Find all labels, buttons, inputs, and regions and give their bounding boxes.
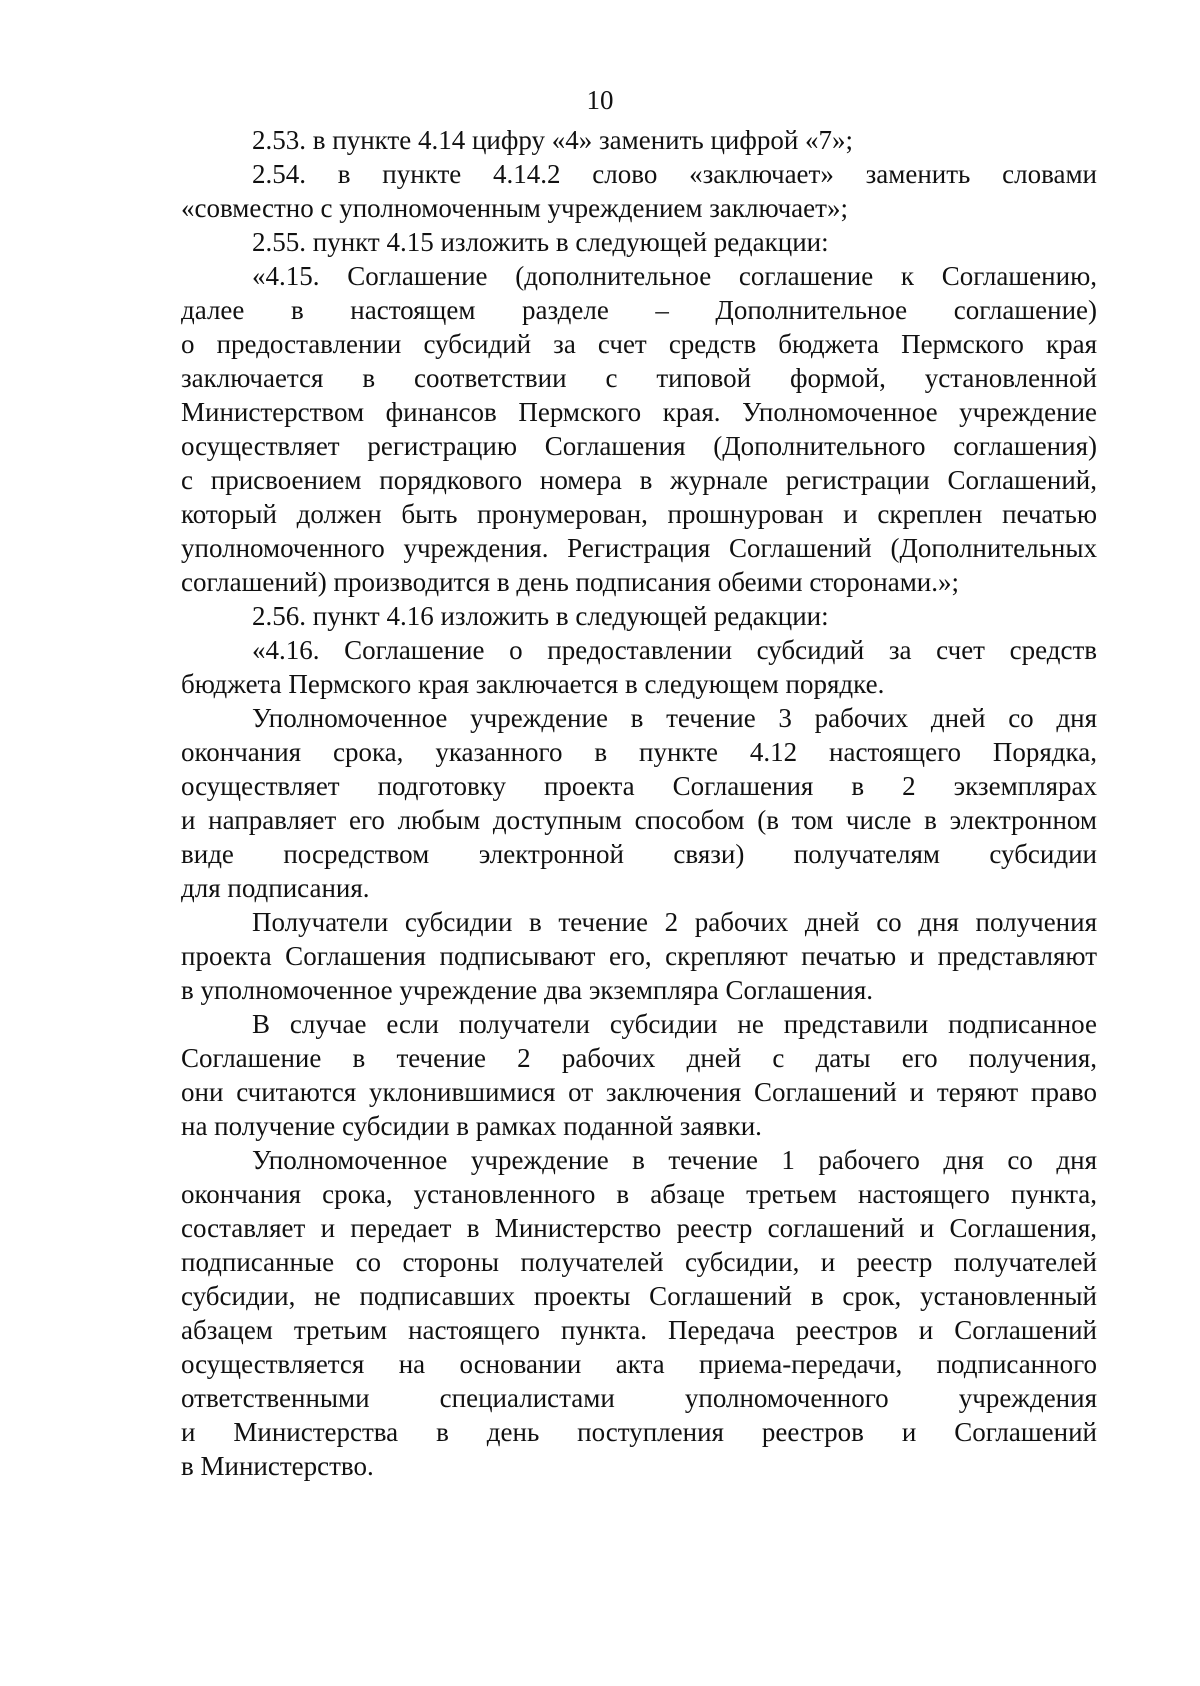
text-line: 2.54. в пункте 4.14.2 слово «заключает» заменить словами: [252, 159, 1097, 189]
text-line: Получатели субсидии в течение 2 рабочих дней со дня получения: [252, 907, 1097, 937]
text-line: «совместно с уполномоченным учреждением заключает»;: [181, 193, 848, 223]
text-line: виде посредством электронной связи) получателям субсидии: [181, 839, 1097, 869]
text-line: в Министерство.: [181, 1451, 374, 1481]
text-line: окончания срока, установленного в абзаце третьем настоящего пункта,: [181, 1179, 1097, 1209]
text-line: Уполномоченное учреждение в течение 1 рабочего дня со дня: [252, 1145, 1097, 1175]
text-line: ответственными специалистами уполномоченного учреждения: [181, 1383, 1097, 1413]
text-line: «4.15. Соглашение (дополнительное соглашение к Соглашению,: [252, 261, 1097, 291]
text-line: «4.16. Соглашение о предоставлении субсидий за счет средств: [252, 635, 1097, 665]
text-line: абзацем третьим настоящего пункта. Передача реестров и Соглашений: [181, 1315, 1097, 1345]
text-line: о предоставлении субсидий за счет средств бюджета Пермского края: [181, 329, 1097, 359]
text-line: они считаются уклонившимися от заключения Соглашений и теряют право: [181, 1077, 1097, 1107]
text-line: 2.55. пункт 4.15 изложить в следующей редакции:: [252, 227, 829, 257]
text-line: субсидии, не подписавших проекты Соглашений в срок, установленный: [181, 1281, 1097, 1311]
text-line: для подписания.: [181, 873, 370, 903]
text-line: Министерством финансов Пермского края. Уполномоченное учреждение: [181, 397, 1097, 427]
text-line: осуществляет подготовку проекта Соглашения в 2 экземплярах: [181, 771, 1097, 801]
text-line: 2.56. пункт 4.16 изложить в следующей редакции:: [252, 601, 829, 631]
text-line: подписанные со стороны получателей субсидии, и реестр получателей: [181, 1247, 1097, 1277]
text-line: осуществляет регистрацию Соглашения (Дополнительного соглашения): [181, 431, 1097, 461]
page-number: 10: [586, 85, 614, 115]
text-line: который должен быть пронумерован, прошнурован и скреплен печатью: [181, 499, 1097, 529]
text-line: в уполномоченное учреждение два экземпляра Соглашения.: [181, 975, 874, 1005]
text-line: 2.53. в пункте 4.14 цифру «4» заменить цифрой «7»;: [252, 125, 854, 155]
text-line: уполномоченного учреждения. Регистрация Соглашений (Дополнительных: [181, 533, 1097, 563]
text-line: и Министерства в день поступления реестров и Соглашений: [181, 1417, 1097, 1447]
text-line: на получение субсидии в рамках поданной заявки.: [181, 1111, 762, 1141]
text-line: окончания срока, указанного в пункте 4.12 настоящего Порядка,: [181, 737, 1097, 767]
text-line: составляет и передает в Министерство реестр соглашений и Соглашения,: [181, 1213, 1097, 1243]
text-line: далее в настоящем разделе – Дополнительное соглашение): [181, 295, 1097, 325]
text-line: заключается в соответствии с типовой формой, установленной: [181, 363, 1097, 393]
text-line: Соглашение в течение 2 рабочих дней с даты его получения,: [181, 1043, 1097, 1073]
text-line: соглашений) производится в день подписания обеими сторонами.»;: [181, 567, 959, 597]
text-line: и направляет его любым доступным способом (в том числе в электронном: [181, 805, 1097, 835]
text-line: проекта Соглашения подписывают его, скрепляют печатью и представляют: [181, 941, 1097, 971]
text-line: осуществляется на основании акта приема-передачи, подписанного: [181, 1349, 1097, 1379]
text-line: В случае если получатели субсидии не представили подписанное: [252, 1009, 1097, 1039]
text-line: бюджета Пермского края заключается в следующем порядке.: [181, 669, 885, 699]
text-line: Уполномоченное учреждение в течение 3 рабочих дней со дня: [252, 703, 1097, 733]
text-line: с присвоением порядкового номера в журнале регистрации Соглашений,: [181, 465, 1097, 495]
